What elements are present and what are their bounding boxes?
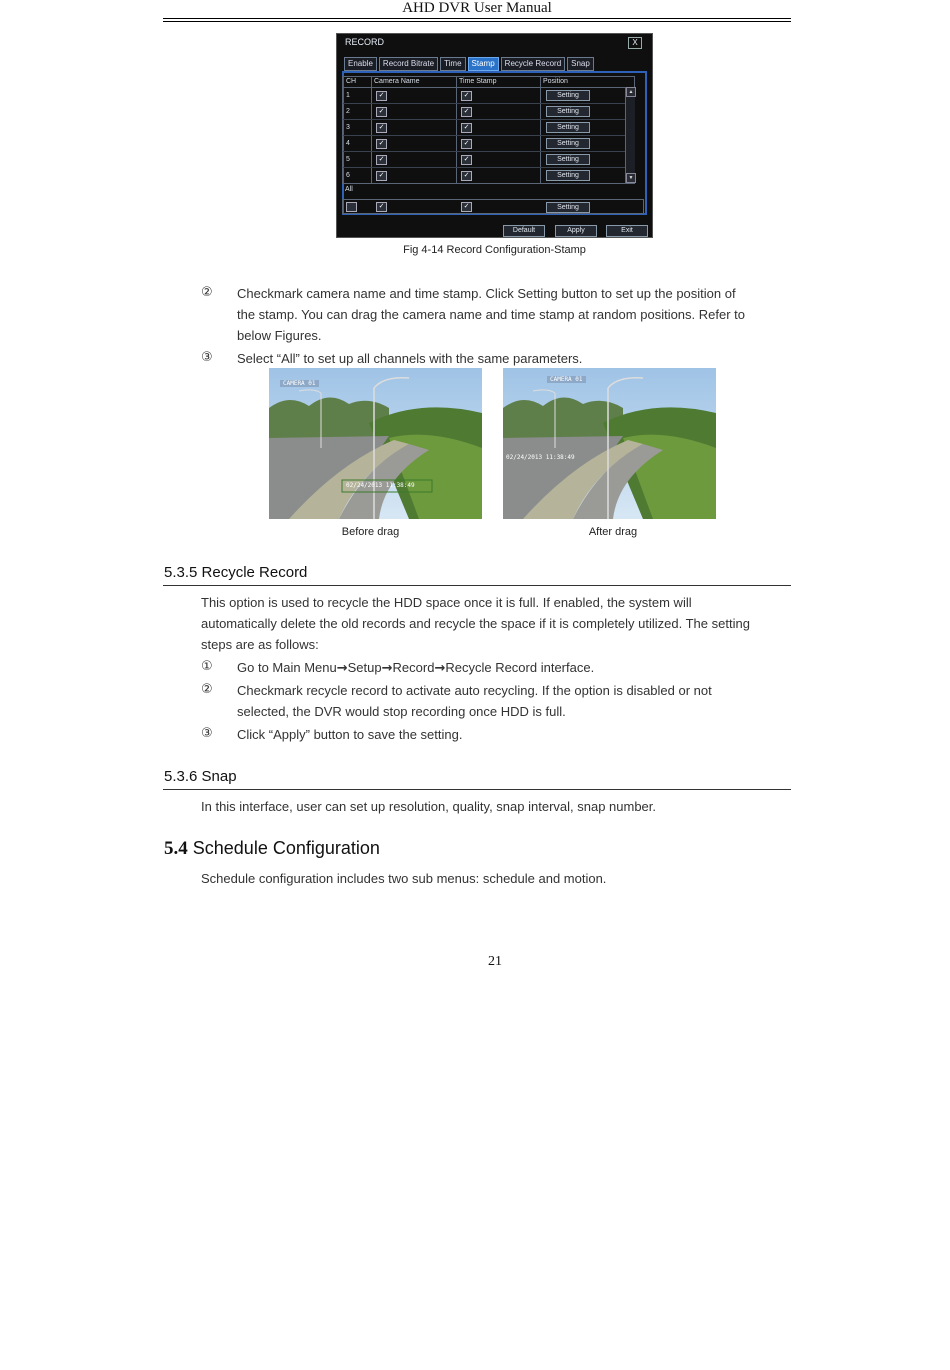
section-number: 5.4	[164, 838, 188, 859]
paragraph-line: automatically delete the old records and recycle the space if it is completely utilized. The setting	[201, 616, 750, 631]
page-header: AHD DVR User Manual	[402, 0, 552, 16]
arrow-icon: →	[434, 661, 446, 676]
setting-button[interactable]: Setting	[546, 138, 590, 149]
setting-button[interactable]: Setting	[546, 170, 590, 181]
time-stamp-checkbox[interactable]: ✓	[461, 123, 472, 133]
camera-name-checkbox[interactable]: ✓	[376, 91, 387, 101]
record-dialog	[336, 33, 653, 238]
time-stamp-checkbox[interactable]: ✓	[461, 155, 472, 165]
camera-name-checkbox[interactable]: ✓	[376, 123, 387, 133]
step-text: Select “All” to set up all channels with the same parameters.	[237, 351, 583, 366]
paragraph-line: Schedule configuration includes two sub menus: schedule and motion.	[201, 871, 607, 886]
step-number: ②	[201, 682, 213, 697]
table-row	[343, 168, 634, 183]
section-rule	[163, 789, 791, 790]
page-number: 21	[488, 954, 502, 969]
header-rule	[163, 21, 791, 22]
step-text: selected, the DVR would stop recording once HDD is full.	[237, 704, 566, 719]
section-heading: 5.3.6 Snap	[164, 768, 237, 785]
after-drag-caption: After drag	[588, 526, 638, 538]
after-drag-image	[503, 368, 716, 519]
setting-button[interactable]: Setting	[546, 154, 590, 165]
section-heading: 5.3.5 Recycle Record	[164, 564, 308, 581]
channel-number: 4	[346, 140, 350, 147]
setting-button[interactable]: Setting	[546, 90, 590, 101]
stamp-table	[342, 76, 635, 184]
table-row	[343, 136, 634, 152]
table-row	[343, 120, 634, 136]
scroll-down-icon[interactable]: ▼	[626, 173, 636, 183]
default-button[interactable]: Default	[503, 225, 545, 237]
time-stamp-overlay[interactable]: 02/24/2013 11:38:49	[346, 482, 415, 489]
camera-name-overlay[interactable]: CAMERA 01	[280, 380, 319, 387]
table-scrollbar[interactable]	[625, 87, 635, 183]
all-channels-row	[342, 199, 644, 214]
arrow-icon: →	[381, 661, 393, 676]
figure-caption: Fig 4-14 Record Configuration-Stamp	[403, 244, 586, 256]
paragraph-line: steps are as follows:	[201, 637, 319, 652]
all-camera-name-checkbox[interactable]: ✓	[376, 202, 387, 212]
channel-number: 2	[346, 108, 350, 115]
tab-enable[interactable]: Enable	[344, 57, 377, 71]
all-time-stamp-checkbox[interactable]: ✓	[461, 202, 472, 212]
before-drag-caption: Before drag	[341, 526, 400, 538]
column-header: Camera Name	[374, 78, 420, 85]
setting-button[interactable]: Setting	[546, 106, 590, 117]
channel-number: 6	[346, 172, 350, 179]
header-rule	[163, 18, 791, 19]
dialog-title: RECORD	[345, 37, 385, 47]
time-stamp-checkbox[interactable]: ✓	[461, 139, 472, 149]
channel-number: 1	[346, 92, 350, 99]
section-heading	[164, 838, 380, 860]
table-row	[343, 88, 634, 104]
step-text: the stamp. You can drag the camera name and time stamp at random positions. Refer to	[237, 307, 746, 322]
channel-number: 5	[346, 156, 350, 163]
paragraph-line: In this interface, user can set up resolution, quality, snap interval, snap number.	[201, 799, 657, 814]
setting-button[interactable]: Setting	[546, 122, 590, 133]
tab-time[interactable]: Time	[440, 57, 465, 71]
section-title: Schedule Configuration	[192, 838, 380, 858]
step-text: Click “Apply” button to save the setting.	[237, 727, 463, 742]
apply-button[interactable]: Apply	[555, 225, 597, 237]
channel-number: 3	[346, 124, 350, 131]
step-text: below Figures.	[237, 328, 322, 343]
step-number: ①	[201, 659, 213, 674]
tab-snap[interactable]: Snap	[567, 57, 594, 71]
tab-stamp[interactable]: Stamp	[468, 57, 499, 71]
arrow-icon: →	[336, 661, 348, 676]
camera-name-overlay[interactable]: CAMERA 01	[547, 376, 586, 383]
step-text: Checkmark recycle record to activate auto recycling. If the option is disabled or not	[237, 683, 712, 698]
column-header: Position	[543, 78, 568, 85]
table-row	[343, 104, 634, 120]
step-number: ③	[201, 350, 213, 365]
paragraph-line: This option is used to recycle the HDD space once it is full. If enabled, the system will	[201, 595, 692, 610]
close-icon[interactable]: X	[628, 37, 642, 49]
exit-button[interactable]: Exit	[606, 225, 648, 237]
tab-bar	[344, 57, 594, 70]
scroll-up-icon[interactable]: ▲	[626, 87, 636, 97]
step-number: ②	[201, 285, 213, 300]
all-label: All	[345, 186, 353, 193]
table-row	[343, 152, 634, 168]
section-rule	[163, 585, 791, 586]
before-drag-image	[269, 368, 482, 519]
camera-name-checkbox[interactable]: ✓	[376, 155, 387, 165]
step-text: Go to Main Menu→Setup→Record→Recycle Record interface.	[237, 660, 595, 676]
time-stamp-checkbox[interactable]: ✓	[461, 171, 472, 181]
time-stamp-checkbox[interactable]: ✓	[461, 91, 472, 101]
tab-recycle-record[interactable]: Recycle Record	[501, 57, 565, 71]
column-header: Time Stamp	[459, 78, 497, 85]
camera-name-checkbox[interactable]: ✓	[376, 107, 387, 117]
tab-record-bitrate[interactable]: Record Bitrate	[379, 57, 438, 71]
table-header	[343, 77, 634, 88]
column-header: CH	[346, 78, 357, 85]
step-text: Checkmark camera name and time stamp. Click Setting button to set up the position of	[237, 286, 736, 301]
camera-name-checkbox[interactable]: ✓	[376, 139, 387, 149]
time-stamp-checkbox[interactable]: ✓	[461, 107, 472, 117]
time-stamp-overlay[interactable]: 02/24/2013 11:38:49	[506, 454, 575, 461]
all-channel-checkbox[interactable]	[346, 202, 357, 212]
all-setting-button[interactable]: Setting	[546, 202, 590, 213]
step-number: ③	[201, 726, 213, 741]
camera-name-checkbox[interactable]: ✓	[376, 171, 387, 181]
